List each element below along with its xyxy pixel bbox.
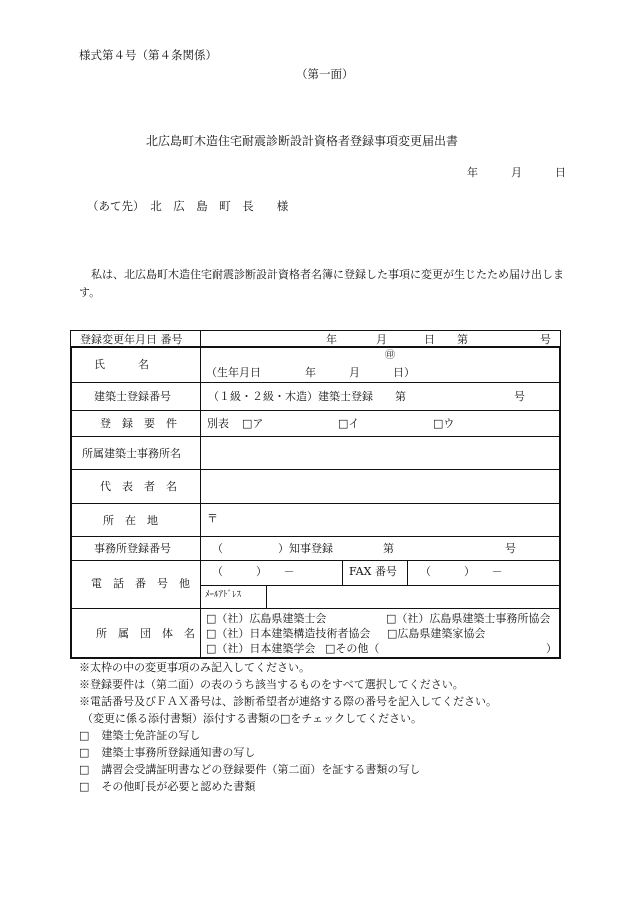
group-6-close: ） — [546, 642, 557, 655]
requirement-a-checkbox[interactable]: □ — [242, 417, 253, 430]
note-4: （変更に係る添付書類）添付する書類の□をチェックしてください。 — [82, 712, 423, 725]
top-month: 月 — [376, 333, 387, 346]
office-reg-value: （ ）知事登録 — [212, 542, 333, 555]
page-label: （第一面） — [296, 67, 354, 81]
requirement-a: □ア — [242, 417, 264, 430]
requirement-i: □イ — [338, 417, 360, 430]
postal-mark: 〒 — [207, 512, 218, 525]
phone-value: （ ） － — [212, 565, 295, 578]
group-6: □その他（ — [325, 642, 380, 655]
top-dai: 第 — [457, 333, 468, 346]
architect-number-go: 号 — [514, 390, 525, 403]
attachment-4-checkbox[interactable]: □ — [79, 780, 90, 793]
office-name-label: 所属建築士事務所名 — [82, 447, 181, 460]
attachment-3-checkbox[interactable]: □ — [79, 763, 90, 776]
group-1-checkbox[interactable]: □ — [206, 612, 217, 625]
representative-field[interactable] — [202, 471, 558, 502]
name-label: 氏 名 — [94, 358, 149, 371]
address-label: 所 在 地 — [103, 514, 158, 527]
email-label: ﾒｰﾙｱﾄﾞﾚｽ — [205, 590, 242, 600]
attachment-item: □ 建築士免許証の写し — [79, 729, 201, 742]
group-3-checkbox[interactable]: □ — [206, 627, 217, 640]
attachment-item: □ 建築士事務所登録通知書の写し — [79, 746, 256, 759]
requirement-i-checkbox[interactable]: □ — [338, 417, 349, 430]
office-name-field[interactable] — [202, 438, 558, 468]
change-date-label: 登録変更年月日 番号 — [80, 333, 183, 346]
requirement-u-checkbox[interactable]: □ — [433, 417, 444, 430]
form-number: 様式第４号（第４条関係） — [79, 48, 217, 62]
group-6-checkbox[interactable]: □ — [325, 642, 336, 655]
attachment-1-checkbox[interactable]: □ — [79, 729, 90, 742]
office-reg-dai: 第 — [383, 542, 394, 555]
attachment-item: □ その他町長が必要と認めた書類 — [79, 780, 256, 793]
architect-number-value: （１級・２級・木造）建築士登録 第 — [208, 390, 406, 403]
office-reg-label: 事務所登録番号 — [94, 542, 171, 555]
attachment-2-checkbox[interactable]: □ — [79, 746, 90, 759]
group-3: □（社）日本建築構造技術者協会 — [206, 627, 371, 640]
addressee: （あて先） 北 広 島 町 長 様 — [87, 199, 289, 213]
note-2: ※登録要件は（第二面）の表のうち該当するものをすべて選択してください。 — [79, 678, 464, 691]
note-3: ※電話番号及びＦＡＸ番号は、診断希望者が連絡する際の番号を記入してください。 — [79, 695, 497, 708]
birth-date: （生年月日 年 月 日） — [206, 366, 415, 379]
date-year: 年 — [467, 166, 478, 179]
top-year: 年 — [326, 333, 337, 346]
attachment-item: □ 講習会受講証明書などの登録要件（第二面）を証する書類の写し — [79, 763, 421, 776]
requirements-prefix: 別表 — [207, 417, 229, 430]
document-title: 北広島町木造住宅耐震診断設計資格者登録事項変更届出書 — [146, 134, 459, 148]
group-1: □（社）広島県建築士会 — [206, 612, 327, 625]
phone-label: 電 話 番 号 他 — [91, 577, 190, 590]
requirement-u: □ウ — [433, 417, 455, 430]
top-day: 日 — [424, 333, 435, 346]
group-2-checkbox[interactable]: □ — [386, 612, 397, 625]
note-1: ※太枠の中の変更事項のみ記入してください。 — [79, 661, 310, 674]
architect-number-label: 建築士登録番号 — [94, 390, 171, 403]
group-2: □（社）広島県建築士事務所協会 — [386, 612, 551, 625]
group-4: □広島県建築家協会 — [387, 627, 486, 640]
fax-label: FAX 番号 — [349, 565, 397, 578]
group-5: □（社）日本建築学会 — [206, 642, 316, 655]
requirements-label: 登 録 要 件 — [100, 417, 177, 430]
date-month: 月 — [511, 166, 522, 179]
group-4-checkbox[interactable]: □ — [387, 627, 398, 640]
seal-mark: ㊞ — [385, 350, 395, 361]
office-reg-go: 号 — [505, 542, 516, 555]
group-5-checkbox[interactable]: □ — [206, 642, 217, 655]
top-go: 号 — [540, 333, 551, 346]
groups-label: 所 属 団 体 名 — [96, 627, 195, 640]
representative-label: 代 表 者 名 — [100, 480, 177, 493]
date-day: 日 — [555, 166, 566, 179]
fax-value: （ ） － — [420, 565, 503, 578]
body-paragraph: 私は、北広島町木造住宅耐震診断設計資格者名簿に登録した事項に変更が生じたため届け出します。 — [79, 268, 564, 299]
date-line — [467, 167, 566, 178]
